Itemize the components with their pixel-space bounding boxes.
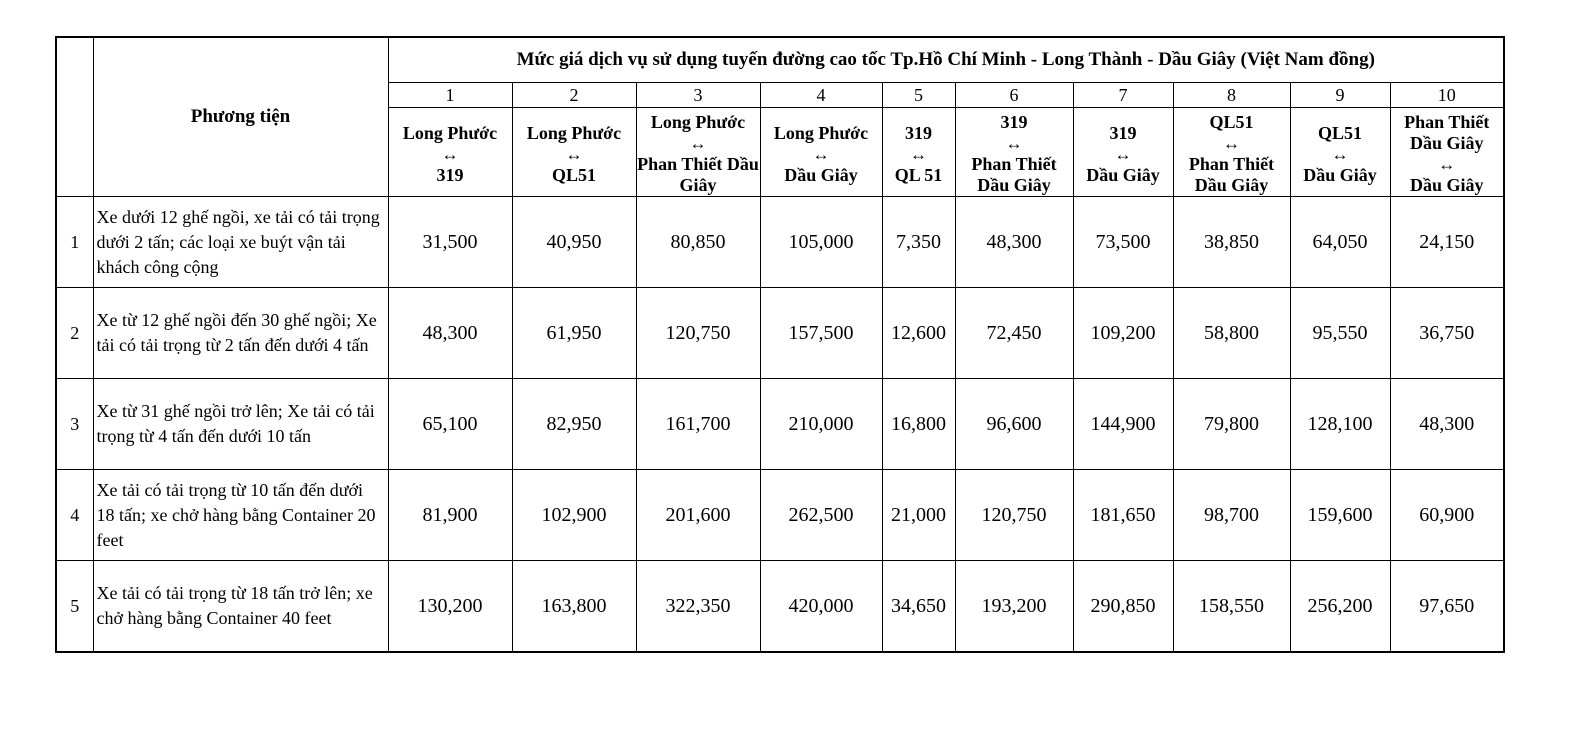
price-cell: 109,200 [1073, 288, 1173, 379]
bidirectional-arrow-icon: ↔ [441, 144, 459, 164]
route-header: 319 ↔ Phan Thiết Dầu Giây [955, 108, 1073, 197]
bidirectional-arrow-icon: ↔ [1005, 134, 1023, 153]
route-header: QL51 ↔ Dầu Giây [1290, 108, 1390, 197]
price-cell: 16,800 [882, 379, 955, 470]
price-cell: 161,700 [636, 379, 760, 470]
price-cell: 130,200 [388, 561, 512, 653]
price-cell: 97,650 [1390, 561, 1504, 653]
column-number: 7 [1073, 83, 1173, 108]
table-row [56, 197, 1504, 288]
route-header: Phan Thiết Dầu Giây ↔ Dầu Giây [1390, 108, 1504, 197]
column-number: 5 [882, 83, 955, 108]
table-title: Mức giá dịch vụ sử dụng tuyến đường cao tốc Tp.Hồ Chí Minh - Long Thành - Dầu Giây (Việt Nam đồng) [388, 37, 1504, 83]
route-header: Long Phước ↔ Phan Thiết Dầu Giây [636, 108, 760, 197]
price-cell: 48,300 [388, 288, 512, 379]
price-cell: 262,500 [760, 470, 882, 561]
route-header: 319 ↔ Dầu Giây [1073, 108, 1173, 197]
column-number: 2 [512, 83, 636, 108]
price-cell: 322,350 [636, 561, 760, 653]
price-cell: 290,850 [1073, 561, 1173, 653]
price-cell: 420,000 [760, 561, 882, 653]
price-cell: 158,550 [1173, 561, 1290, 653]
bidirectional-arrow-icon: ↔ [1331, 144, 1349, 164]
price-cell: 144,900 [1073, 379, 1173, 470]
price-cell: 60,900 [1390, 470, 1504, 561]
table-row [56, 288, 1504, 379]
price-cell: 201,600 [636, 470, 760, 561]
price-cell: 120,750 [955, 470, 1073, 561]
column-number: 6 [955, 83, 1073, 108]
column-number: 1 [388, 83, 512, 108]
price-cell: 31,500 [388, 197, 512, 288]
price-cell: 38,850 [1173, 197, 1290, 288]
column-number: 9 [1290, 83, 1390, 108]
table-row [56, 470, 1504, 561]
price-cell: 256,200 [1290, 561, 1390, 653]
price-cell: 12,600 [882, 288, 955, 379]
table-row [56, 379, 1504, 470]
price-cell: 64,050 [1290, 197, 1390, 288]
vehicle-header: Phương tiện [93, 37, 388, 197]
vehicle-description: Xe từ 12 ghế ngồi đến 30 ghế ngồi; Xe tải có tải trọng từ 2 tấn đến dưới 4 tấn [93, 288, 388, 379]
price-cell: 81,900 [388, 470, 512, 561]
price-cell: 102,900 [512, 470, 636, 561]
route-header: 319 ↔ QL 51 [882, 108, 955, 197]
route-header: QL51 ↔ Phan Thiết Dầu Giây [1173, 108, 1290, 197]
price-cell: 80,850 [636, 197, 760, 288]
bidirectional-arrow-icon: ↔ [689, 134, 707, 153]
price-cell: 120,750 [636, 288, 760, 379]
price-cell: 105,000 [760, 197, 882, 288]
vehicle-description: Xe dưới 12 ghế ngồi, xe tải có tải trọng dưới 2 tấn; các loại xe buýt vận tải khách công cộng [93, 197, 388, 288]
price-cell: 73,500 [1073, 197, 1173, 288]
price-cell: 98,700 [1173, 470, 1290, 561]
price-cell: 58,800 [1173, 288, 1290, 379]
row-number: 4 [56, 470, 93, 561]
column-number: 8 [1173, 83, 1290, 108]
price-cell: 95,550 [1290, 288, 1390, 379]
price-cell: 65,100 [388, 379, 512, 470]
table-row [56, 561, 1504, 653]
price-cell: 21,000 [882, 470, 955, 561]
price-cell: 40,950 [512, 197, 636, 288]
price-cell: 36,750 [1390, 288, 1504, 379]
price-cell: 193,200 [955, 561, 1073, 653]
row-number: 2 [56, 288, 93, 379]
vehicle-description: Xe tải có tải trọng từ 18 tấn trở lên; xe chở hàng bằng Container 40 feet [93, 561, 388, 653]
toll-price-table [55, 36, 1505, 653]
row-number: 3 [56, 379, 93, 470]
row-number: 5 [56, 561, 93, 653]
price-cell: 48,300 [1390, 379, 1504, 470]
price-cell: 34,650 [882, 561, 955, 653]
route-header: Long Phước ↔ 319 [388, 108, 512, 197]
price-cell: 79,800 [1173, 379, 1290, 470]
bidirectional-arrow-icon: ↔ [1438, 155, 1456, 174]
price-cell: 82,950 [512, 379, 636, 470]
column-number: 4 [760, 83, 882, 108]
price-cell: 159,600 [1290, 470, 1390, 561]
stt-header [56, 37, 93, 197]
route-header: Long Phước ↔ QL51 [512, 108, 636, 197]
price-cell: 24,150 [1390, 197, 1504, 288]
price-cell: 210,000 [760, 379, 882, 470]
bidirectional-arrow-icon: ↔ [1114, 144, 1132, 164]
bidirectional-arrow-icon: ↔ [812, 144, 830, 164]
price-cell: 72,450 [955, 288, 1073, 379]
bidirectional-arrow-icon: ↔ [565, 144, 583, 164]
bidirectional-arrow-icon: ↔ [910, 144, 927, 164]
price-cell: 7,350 [882, 197, 955, 288]
price-cell: 181,650 [1073, 470, 1173, 561]
price-cell: 157,500 [760, 288, 882, 379]
column-number: 10 [1390, 83, 1504, 108]
vehicle-description: Xe từ 31 ghế ngồi trở lên; Xe tải có tải trọng từ 4 tấn đến dưới 10 tấn [93, 379, 388, 470]
price-cell: 128,100 [1290, 379, 1390, 470]
price-cell: 96,600 [955, 379, 1073, 470]
row-number: 1 [56, 197, 93, 288]
price-cell: 61,950 [512, 288, 636, 379]
vehicle-description: Xe tải có tải trọng từ 10 tấn đến dưới 18 tấn; xe chở hàng bằng Container 20 feet [93, 470, 388, 561]
price-cell: 163,800 [512, 561, 636, 653]
price-cell: 48,300 [955, 197, 1073, 288]
bidirectional-arrow-icon: ↔ [1223, 134, 1240, 153]
route-header: Long Phước ↔ Dầu Giây [760, 108, 882, 197]
column-number: 3 [636, 83, 760, 108]
